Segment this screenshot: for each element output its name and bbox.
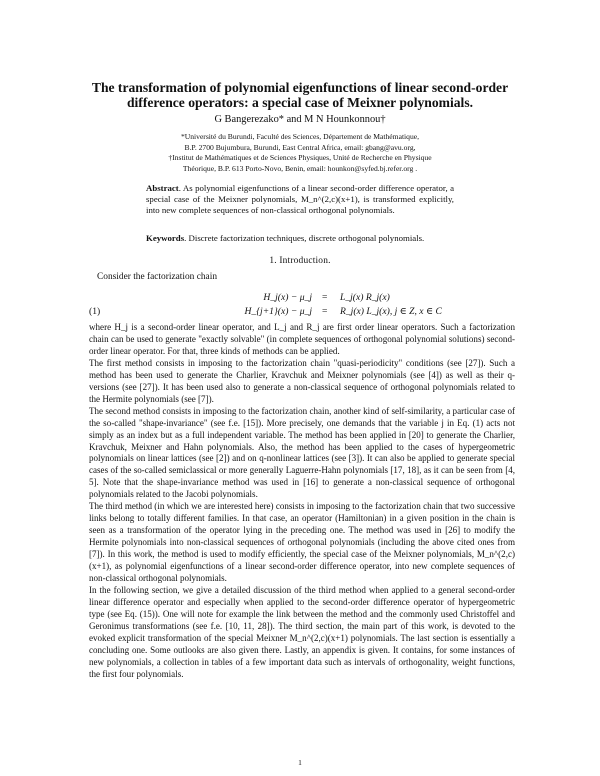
abstract-label: Abstract [146,183,179,193]
section-heading: 1. Introduction. [269,256,331,266]
affiliation-line: †Institut de Mathématiques et de Sciences Physiques, Unité de Recherche en Physique [168,153,432,163]
abstract-text: . As polynomial eigenfunctions of a linear second-order difference operator, a special case of the Meixner polynomials, M_n^(2,c)(x+1), is transformed explicitly, into new complete sequences of non-classical orthogonal polynomials. [146,183,454,216]
equation-number: (1) [89,306,101,317]
intro-sentence: Consider the factorization chain [97,272,218,282]
body-text [89,322,515,681]
paragraph: The first method consists in imposing to the factorization chain "quasi-periodicity" conditions (see [27]). Such a method has been used to generate the Charlier, Kravchuk and Meixner polynomials (see [4]) as well as their q-versions (see [27]). It has been used also to generate a non-classical sequence of orthogonal polynomials related to the Hermite polynomials (see [7]). [89,357,515,404]
paragraph: In the following section, we give a detailed discussion of the third method when applied to a general second-order linear difference operator and especially when applied to the second-order difference operator of hypergeometric type (see Eq. (15)). One will note for example the link between the method and the commonly used Christoffel and Geronimus transformations (see f.e. [10, 11, 28]). The third section, the main part of this work, is devoted to the evoked explicit transformation of the special Meixner M_n^(2,c)(x+1) polynomials. The last section is essentially a concluding one. Some outlooks are also given there. Lastly, an appendix is given. It contains, for some instances of new polynomials, a collection in tables of a few important data such as intervals of orthogonality, weight functions, the first four polynomials. [89,584,515,679]
equation-line1-rhs: L_j(x) R_j(x) [340,292,390,303]
paragraph: The second method consists in imposing to the factorization chain, another kind of self-similarity, a particular case of the so-called "shape-invariance" (see f.e. [15]). More precisely, one demands that the variable j in Eq. (1) acts not simply as an index but as a full independent variable. The method has been applied in [20] to generate the Charlier, Kravchuk, Meixner and Hahn polynomials. Also, the method has been applied to the cases of hypergeometric polynomials on linear lattices (see [2]) and on q-nonlinear lattices (see [3]). It can also be applied to generate special cases of the so-called semiclassical or more generally Laguerre-Hahn polynomials [17, 18], as it can be seen from [4, 5]. Note that the shape-invariance method was used in [16] to generate a non-classical sequence of orthogonal polynomials related to the Jacobi polynomials. [89,405,515,500]
title-line-2: difference operators: a special case of Meixner polynomials. [126,95,474,110]
paragraph: where H_j is a second-order linear operator, and L_j and R_j are first order linear operators. Such a factorization chain can be used to generate "exactly solvable" (in complete sequences of orthogonal polynomial solutions) second-order linear operator. For that, three kinds of methods can be applied. [89,322,515,356]
equation-line2-lhs: H_{j+1}(x) − μ_j [244,306,312,317]
paper-title [60,80,540,110]
title-line-1: The transformation of polynomial eigenfunctions of linear second-order [91,80,509,95]
affiliation-line: *Université du Burundi, Faculté des Sciences, Département de Mathématique, [180,132,420,141]
equation-equals-sign: = [322,306,328,317]
page-number: 1 [298,758,302,767]
equation-line1-lhs: H_j(x) − μ_j [263,292,312,303]
abstract [146,183,454,217]
authors: G Bangerezako* and M N Hounkonnou† [214,114,386,125]
affiliation-line: Théorique, B.P. 613 Porto-Novo, Benin, email: hounkon@syfed.bj.refer.org . [182,163,418,173]
keywords-label: Keywords [146,233,185,243]
affiliation-line: B.P. 2700 Bujumbura, Burundi, East Central Africa, email: gbang@avu.org, [184,142,416,152]
keywords [146,233,454,244]
paragraph: The third method (in which we are interested here) consists in imposing to the factorization chain that two successive links belong to totally different families. In that case, an operator (Hamiltonian) in a given position in the chain is seen as a transformation of the operator lying in the preceding one. The method was used in [26] to modify the Hermite polynomials into non-classical sequences of orthogonal polynomials (including the above cited ones from [7]). In this work, the method is used to modify efficiently, the special case of the Meixner polynomials, M_n^(2,c)(x+1), as polynomial eigenfunctions of a linear second-order difference operator, into new complete sequences of non-classical orthogonal polynomials. [89,501,515,584]
equation-equals-sign: = [322,292,328,303]
equation-line2-rhs: R_j(x) L_j(x), j ∈ Z, x ∈ C [340,306,442,317]
affiliations [60,132,540,174]
keywords-text: . Discrete factorization techniques, discrete orthogonal polynomials. [184,233,425,243]
